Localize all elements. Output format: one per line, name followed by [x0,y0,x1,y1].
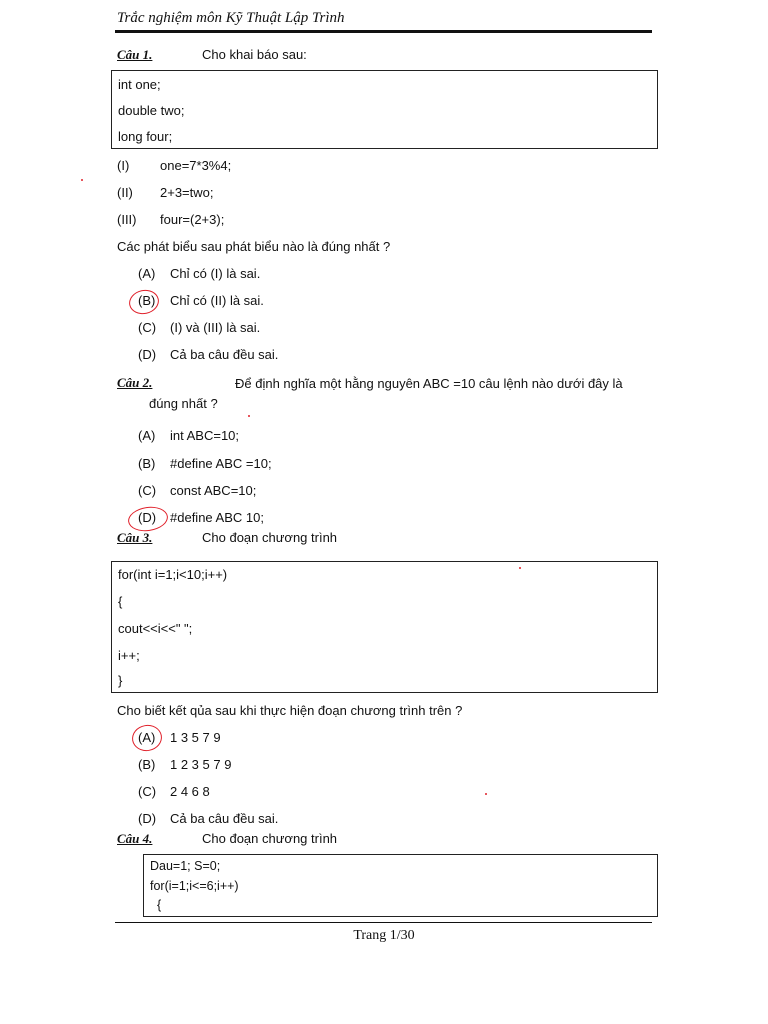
page-number: Trang 1/30 [353,928,415,943]
q3-prompt: Cho đoạn chương trình [202,530,338,545]
q3-code-line: } [118,673,123,688]
q1-statement-num: (III) [117,212,137,227]
q1-option-letter: (A) [138,266,156,281]
q3-option-letter: (A) [138,730,156,745]
q1-statement-num: (II) [117,185,133,200]
q4-code-line: Dau=1; S=0; [150,859,221,873]
q3-option-letter: (C) [138,784,157,799]
q3-code-line: { [118,594,123,609]
q2-option-text: const ABC=10; [170,483,257,498]
q2-option-text: int ABC=10; [170,428,240,443]
answer-circle-mark [130,723,164,754]
q2-option-letter: (B) [138,456,156,471]
q3-option-text: Cả ba câu đều sai. [170,811,279,826]
q3-code-line: for(int i=1;i<10;i++) [118,567,228,582]
q2-prompt: Để định nghĩa một hằng nguyên ABC =10 câu lệnh nào dưới đây là đúng nhất ? [149,376,623,411]
q1-option-text: Cả ba câu đều sai. [170,347,279,362]
q3-option-letter: (B) [138,757,156,772]
answer-circle-mark [127,287,161,317]
q2-option-text: #define ABC =10; [170,456,272,471]
stray-mark [485,793,487,795]
q4-prompt: Cho đoạn chương trình [202,831,338,846]
q3-option-letter: (D) [138,811,157,826]
q1-code-line: double two; [118,103,185,118]
q1-option-letter: (C) [138,320,157,335]
q1-prompt: Cho khai báo sau: [202,47,307,62]
q1-option-text: (I) và (III) là sai. [170,320,261,335]
q2-option-text: #define ABC 10; [170,510,264,525]
q1-option-text: Chỉ có (I) là sai. [170,266,261,281]
q3-question: Cho biết kết qủa sau khi thực hiện đoạn chương trình trên ? [117,703,463,718]
q2-label: Câu 2. [117,375,153,390]
q1-statement-text: four=(2+3); [160,212,225,227]
q1-code-box [111,70,658,149]
stray-mark [519,567,521,569]
q3-code-box [111,561,658,693]
q1-statement-text: 2+3=two; [160,185,214,200]
q3-code-line: i++; [118,648,140,663]
q3-code-line: cout<<i<<" "; [118,621,193,636]
q4-code-box [143,854,658,917]
q1-statement-text: one=7*3%4; [160,158,232,173]
header-rule [115,30,652,33]
q1-label: Câu 1. [117,47,153,62]
stray-mark [81,179,83,181]
q2-option-letter: (D) [138,510,157,525]
footer-rule [115,922,652,923]
q1-option-letter: (B) [138,293,156,308]
q2-option-letter: (A) [138,428,156,443]
q1-code-line: long four; [118,129,173,144]
stray-mark [248,415,250,417]
page-header-title: Trắc nghiệm môn Kỹ Thuật Lập Trình [117,10,345,26]
q1-option-letter: (D) [138,347,157,362]
q4-label: Câu 4. [117,831,153,846]
q4-code-line: for(i=1;i<=6;i++) [150,879,239,893]
q1-option-text: Chỉ có (II) là sai. [170,293,264,308]
q3-option-text: 2 4 6 8 [170,784,210,799]
q3-label: Câu 3. [117,530,153,545]
q3-option-text: 1 2 3 5 7 9 [170,757,232,772]
q1-question: Các phát biểu sau phát biểu nào là đúng nhất ? [117,239,391,254]
q4-code-line: { [150,898,162,912]
q2-option-letter: (C) [138,483,157,498]
q1-statement-num: (I) [117,158,130,173]
q3-option-text: 1 3 5 7 9 [170,730,221,745]
q1-code-line: int one; [118,77,161,92]
